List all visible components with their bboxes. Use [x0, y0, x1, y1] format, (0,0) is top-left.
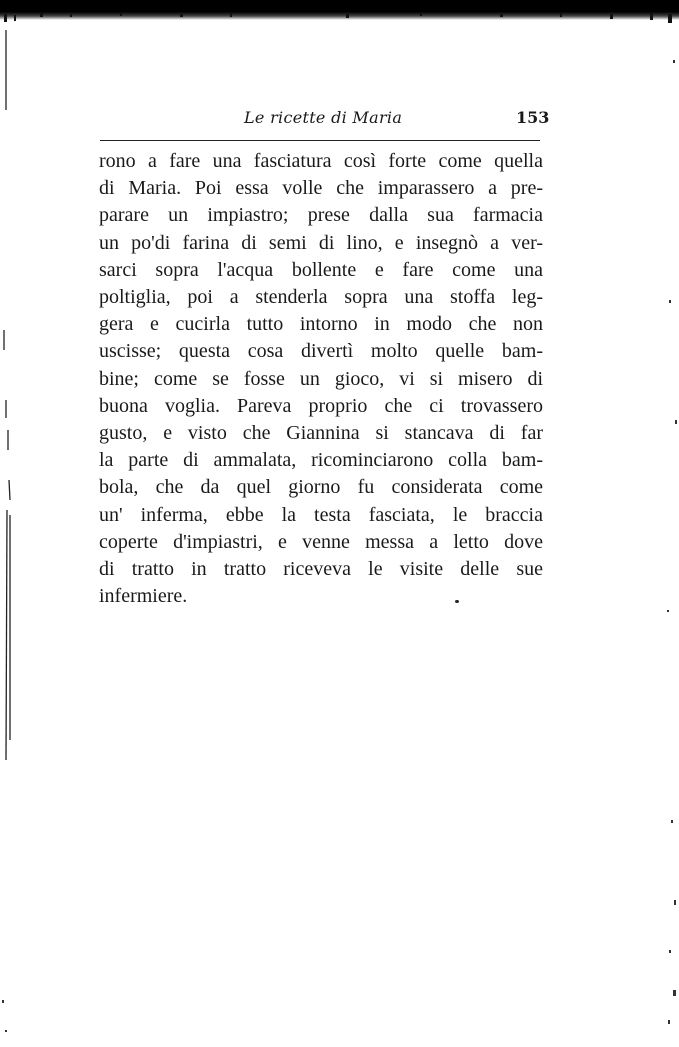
text-line: infermiere.	[99, 585, 188, 608]
scan-top-speckle	[0, 12, 679, 26]
text-line: sarci sopra l'acqua bollente e fare come una	[99, 258, 543, 281]
page-number: 153	[516, 108, 550, 127]
scan-right-edge	[649, 0, 679, 1047]
ink-speck	[455, 600, 459, 603]
header-rule	[100, 140, 540, 141]
running-title: Le ricette di Maria	[244, 108, 403, 127]
text-line: un' inferma, ebbe la testa fasciata, le braccia	[99, 503, 543, 526]
text-line: parare un impiastro; prese dalla sua farmacia	[99, 204, 543, 227]
text-line: poltiglia, poi a stenderla sopra una stoffa leg-	[99, 286, 543, 309]
text-line: di Maria. Poi essa volle che imparassero a pre-	[99, 177, 543, 200]
scan-left-edge	[0, 0, 20, 1047]
body-paragraph	[99, 148, 543, 610]
text-line: bola, che da quel giorno fu considerata come	[99, 476, 543, 499]
text-line: gera e cucirla tutto intorno in modo che non	[99, 313, 543, 336]
text-line: buona voglia. Pareva proprio che ci trovassero	[99, 394, 543, 417]
text-line: un po'di farina di semi di lino, e insegnò a ver-	[99, 231, 543, 254]
text-line: gusto, e visto che Giannina si stancava di far	[99, 422, 543, 445]
text-line: rono a fare una fasciatura così forte come quella	[99, 150, 543, 172]
text-line: bine; come se fosse un gioco, vi si misero di	[99, 367, 543, 390]
text-line: di tratto in tratto riceveva le visite delle sue	[99, 558, 543, 581]
text-line: la parte di ammalata, ricominciarono colla bam-	[99, 449, 543, 472]
text-line: coperte d'impiastri, e venne messa a letto dove	[99, 530, 543, 553]
text-line: uscisse; questa cosa divertì molto quelle bam-	[99, 340, 543, 363]
